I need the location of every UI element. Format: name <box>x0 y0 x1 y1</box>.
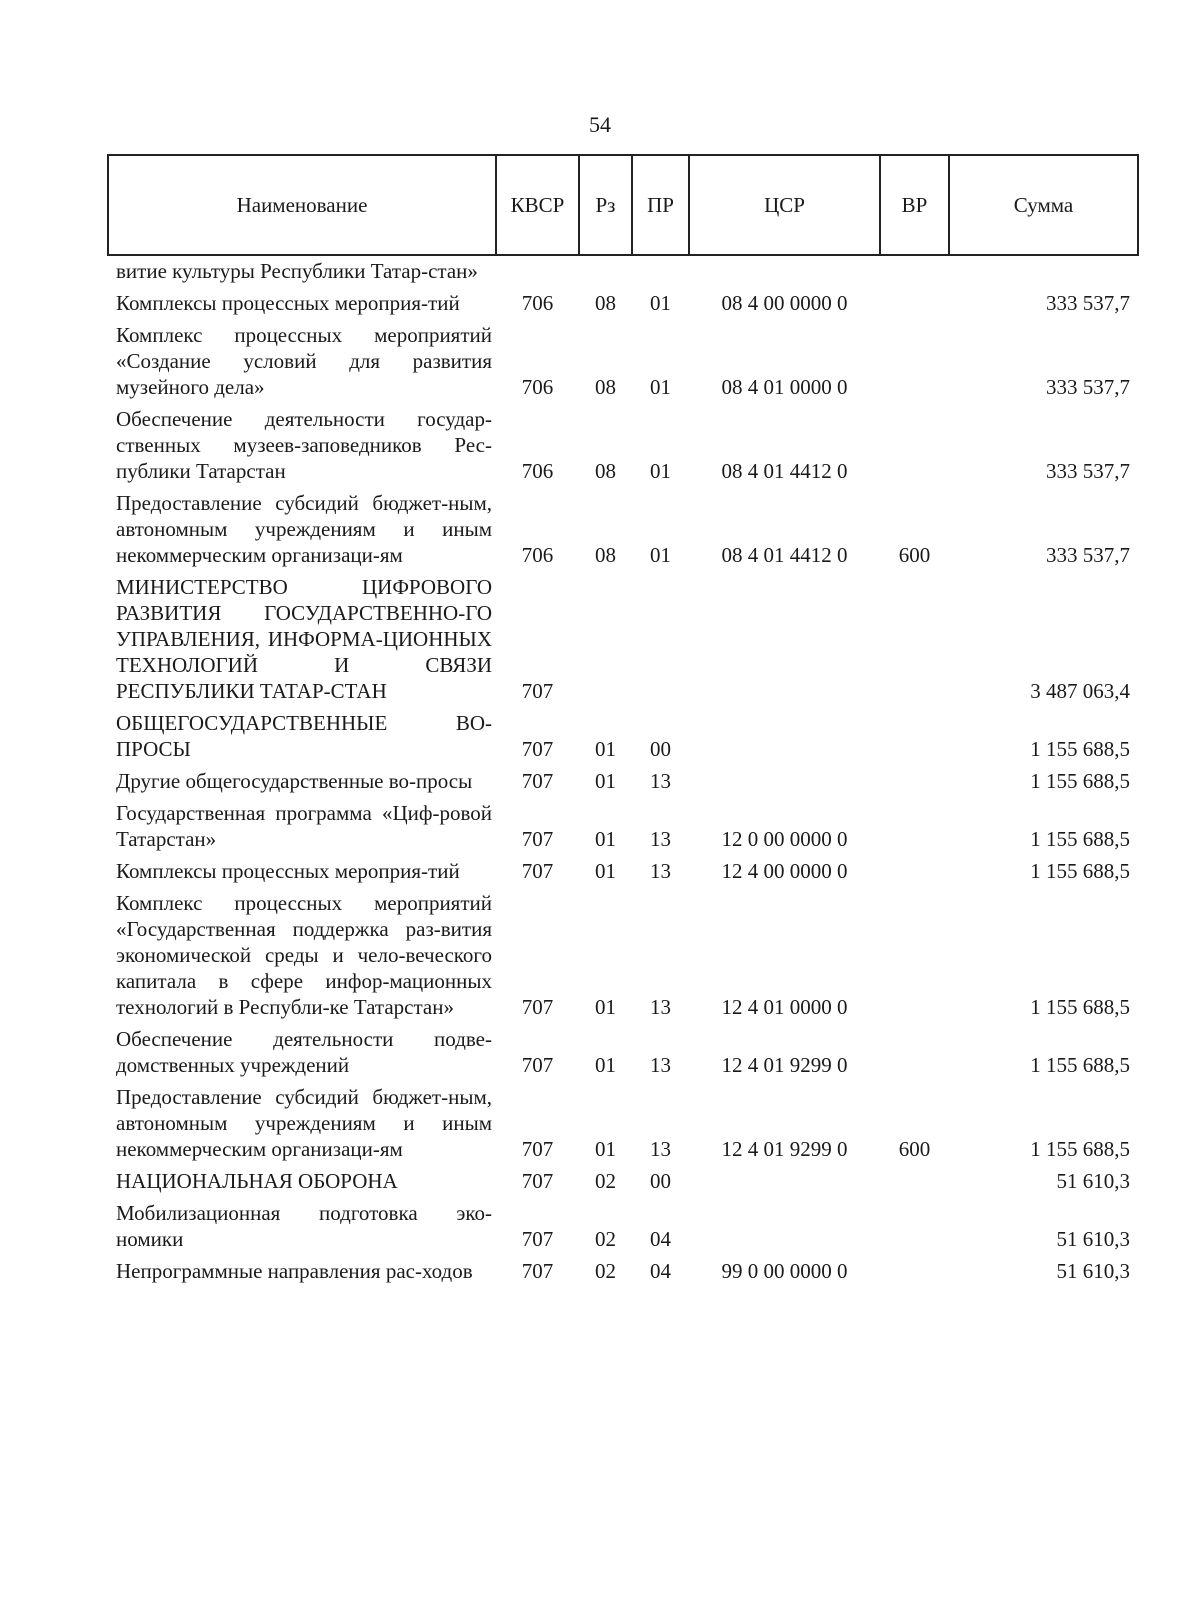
cell-sum: 333 537,7 <box>1046 543 1130 567</box>
cell-rz <box>579 569 632 705</box>
cell-sum: 333 537,7 <box>1046 459 1130 483</box>
table-row <box>108 1253 1138 1285</box>
cell-csr <box>689 255 880 285</box>
cell-pr <box>632 255 689 285</box>
cell-sum: 51 610,3 <box>1056 1169 1130 1193</box>
cell-csr <box>689 1195 880 1253</box>
cell-csr <box>689 569 880 705</box>
cell-kvsr <box>496 255 579 285</box>
cell-pr: 13 <box>650 995 671 1019</box>
cell-sum: 1 155 688,5 <box>1030 769 1130 793</box>
cell-kvsr: 707 <box>521 769 554 793</box>
cell-pr: 01 <box>650 375 671 399</box>
cell-rz: 02 <box>595 1227 616 1251</box>
cell-vr <box>880 795 949 853</box>
cell-vr <box>880 885 949 1021</box>
header-vr: ВР <box>880 155 949 255</box>
cell-kvsr: 706 <box>521 459 554 483</box>
cell-pr: 01 <box>650 291 671 315</box>
cell-vr <box>880 853 949 885</box>
cell-sum: 3 487 063,4 <box>1030 679 1130 703</box>
cell-name: Обеспечение деятельности подве-домственных учреждений <box>116 1027 492 1077</box>
cell-pr: 13 <box>650 859 671 883</box>
cell-kvsr: 707 <box>521 737 554 761</box>
cell-kvsr: 707 <box>521 1227 554 1251</box>
cell-csr: 12 4 00 0000 0 <box>721 859 848 883</box>
cell-kvsr: 707 <box>521 1137 554 1161</box>
cell-sum: 1 155 688,5 <box>1030 995 1130 1019</box>
cell-rz: 08 <box>595 291 616 315</box>
cell-pr: 04 <box>650 1227 671 1251</box>
header-pr: ПР <box>632 155 689 255</box>
cell-name: Государственная программа «Циф-ровой Татарстан» <box>116 801 492 851</box>
cell-kvsr: 706 <box>521 543 554 567</box>
cell-name: Комплексы процессных мероприя-тий <box>116 291 460 315</box>
cell-vr <box>880 285 949 317</box>
cell-csr: 08 4 01 0000 0 <box>721 375 848 399</box>
header-sum: Сумма <box>949 155 1138 255</box>
cell-pr: 00 <box>650 1169 671 1193</box>
table-row <box>108 285 1138 317</box>
cell-csr: 12 4 01 9299 0 <box>721 1137 848 1161</box>
cell-vr <box>880 1163 949 1195</box>
cell-sum: 1 155 688,5 <box>1030 859 1130 883</box>
cell-rz: 01 <box>595 1053 616 1077</box>
cell-name: Непрограммные направления рас-ходов <box>116 1259 473 1283</box>
table-row <box>108 569 1138 705</box>
table-row <box>108 763 1138 795</box>
cell-rz: 08 <box>595 543 616 567</box>
cell-csr: 12 4 01 9299 0 <box>721 1053 848 1077</box>
table-row <box>108 1021 1138 1079</box>
cell-pr: 13 <box>650 827 671 851</box>
cell-rz: 02 <box>595 1259 616 1283</box>
header-name: Наименование <box>108 155 496 255</box>
table-header <box>108 155 1138 255</box>
cell-csr: 08 4 00 0000 0 <box>721 291 848 315</box>
cell-sum: 1 155 688,5 <box>1030 1137 1130 1161</box>
cell-pr <box>632 569 689 705</box>
cell-rz: 02 <box>595 1169 616 1193</box>
budget-table <box>107 154 1139 1285</box>
cell-pr: 13 <box>650 769 671 793</box>
cell-sum: 333 537,7 <box>1046 291 1130 315</box>
cell-pr: 04 <box>650 1259 671 1283</box>
cell-sum: 1 155 688,5 <box>1030 1053 1130 1077</box>
cell-sum: 51 610,3 <box>1056 1259 1130 1283</box>
cell-kvsr: 707 <box>521 1169 554 1193</box>
cell-rz: 01 <box>595 827 616 851</box>
table-row <box>108 1163 1138 1195</box>
cell-rz: 01 <box>595 769 616 793</box>
cell-vr: 600 <box>898 543 931 567</box>
cell-kvsr: 707 <box>521 995 554 1019</box>
cell-csr <box>689 705 880 763</box>
cell-sum <box>949 255 1138 285</box>
cell-sum: 51 610,3 <box>1056 1227 1130 1251</box>
cell-csr: 12 0 00 0000 0 <box>721 827 848 851</box>
cell-kvsr: 707 <box>521 859 554 883</box>
cell-csr: 99 0 00 0000 0 <box>721 1259 848 1283</box>
cell-csr <box>689 763 880 795</box>
cell-pr: 01 <box>650 459 671 483</box>
cell-name: Комплексы процессных мероприя-тий <box>116 859 460 883</box>
cell-rz: 01 <box>595 737 616 761</box>
cell-vr <box>880 1021 949 1079</box>
cell-kvsr: 706 <box>521 375 554 399</box>
cell-csr: 08 4 01 4412 0 <box>721 543 848 567</box>
table-row <box>108 1195 1138 1253</box>
header-kvsr: КВСР <box>496 155 579 255</box>
cell-name: Комплекс процессных мероприятий «Государственная поддержка раз-вития экономической среды и чело-веческого капитала в сфере инфор-мационных технологий в Республи-ке Татарстан» <box>116 891 492 1019</box>
table-row <box>108 795 1138 853</box>
cell-name: ОБЩЕГОСУДАРСТВЕННЫЕ ВО-ПРОСЫ <box>116 711 492 761</box>
cell-name: витие культуры Республики Татар-стан» <box>116 259 478 283</box>
cell-name: Комплекс процессных мероприятий «Создание условий для развития музейного дела» <box>116 323 492 399</box>
table-row <box>108 885 1138 1021</box>
cell-kvsr: 707 <box>521 827 554 851</box>
cell-vr <box>880 763 949 795</box>
cell-name: НАЦИОНАЛЬНАЯ ОБОРОНА <box>116 1169 398 1193</box>
table-body <box>108 255 1138 1285</box>
cell-kvsr: 707 <box>521 1053 554 1077</box>
cell-kvsr: 707 <box>521 1259 554 1283</box>
cell-kvsr: 706 <box>521 291 554 315</box>
table-row <box>108 705 1138 763</box>
table-row <box>108 485 1138 569</box>
cell-rz: 08 <box>595 459 616 483</box>
table-row <box>108 317 1138 401</box>
cell-vr <box>880 1253 949 1285</box>
cell-name: Мобилизационная подготовка эко-номики <box>116 1201 492 1251</box>
cell-pr: 13 <box>650 1137 671 1161</box>
cell-rz: 01 <box>595 859 616 883</box>
cell-rz: 01 <box>595 1137 616 1161</box>
cell-sum: 1 155 688,5 <box>1030 827 1130 851</box>
cell-kvsr: 707 <box>521 679 554 703</box>
cell-vr <box>880 317 949 401</box>
cell-vr <box>880 401 949 485</box>
cell-vr <box>880 1195 949 1253</box>
cell-sum: 1 155 688,5 <box>1030 737 1130 761</box>
cell-rz <box>579 255 632 285</box>
cell-vr <box>880 569 949 705</box>
table-row <box>108 401 1138 485</box>
cell-rz: 08 <box>595 375 616 399</box>
header-rz: Рз <box>579 155 632 255</box>
cell-pr: 00 <box>650 737 671 761</box>
cell-vr <box>880 255 949 285</box>
cell-name: Предоставление субсидий бюджет-ным, автономным учреждениям и иным некоммерческим организаци-ям <box>116 491 492 567</box>
header-csr: ЦСР <box>689 155 880 255</box>
cell-name: Предоставление субсидий бюджет-ным, автономным учреждениям и иным некоммерческим организаци-ям <box>116 1085 492 1161</box>
cell-rz: 01 <box>595 995 616 1019</box>
cell-csr <box>689 1163 880 1195</box>
table-row <box>108 853 1138 885</box>
cell-vr: 600 <box>898 1137 931 1161</box>
table-row <box>108 1079 1138 1163</box>
cell-pr: 01 <box>650 543 671 567</box>
page-number: 54 <box>589 112 611 137</box>
cell-sum: 333 537,7 <box>1046 375 1130 399</box>
table-row <box>108 255 1138 285</box>
cell-name: МИНИСТЕРСТВО ЦИФРОВОГО РАЗВИТИЯ ГОСУДАРСТВЕННО-ГО УПРАВЛЕНИЯ, ИНФОРМА-ЦИОННЫХ ТЕХНОЛОГИЙ И СВЯЗИ РЕСПУБЛИКИ ТАТАР-СТАН <box>116 575 492 703</box>
cell-csr: 12 4 01 0000 0 <box>721 995 848 1019</box>
cell-name: Другие общегосударственные во-просы <box>116 769 473 793</box>
cell-name: Обеспечение деятельности государ-ственных музеев-заповедников Рес-публики Татарстан <box>116 407 492 483</box>
cell-csr: 08 4 01 4412 0 <box>721 459 848 483</box>
cell-pr: 13 <box>650 1053 671 1077</box>
cell-vr <box>880 705 949 763</box>
